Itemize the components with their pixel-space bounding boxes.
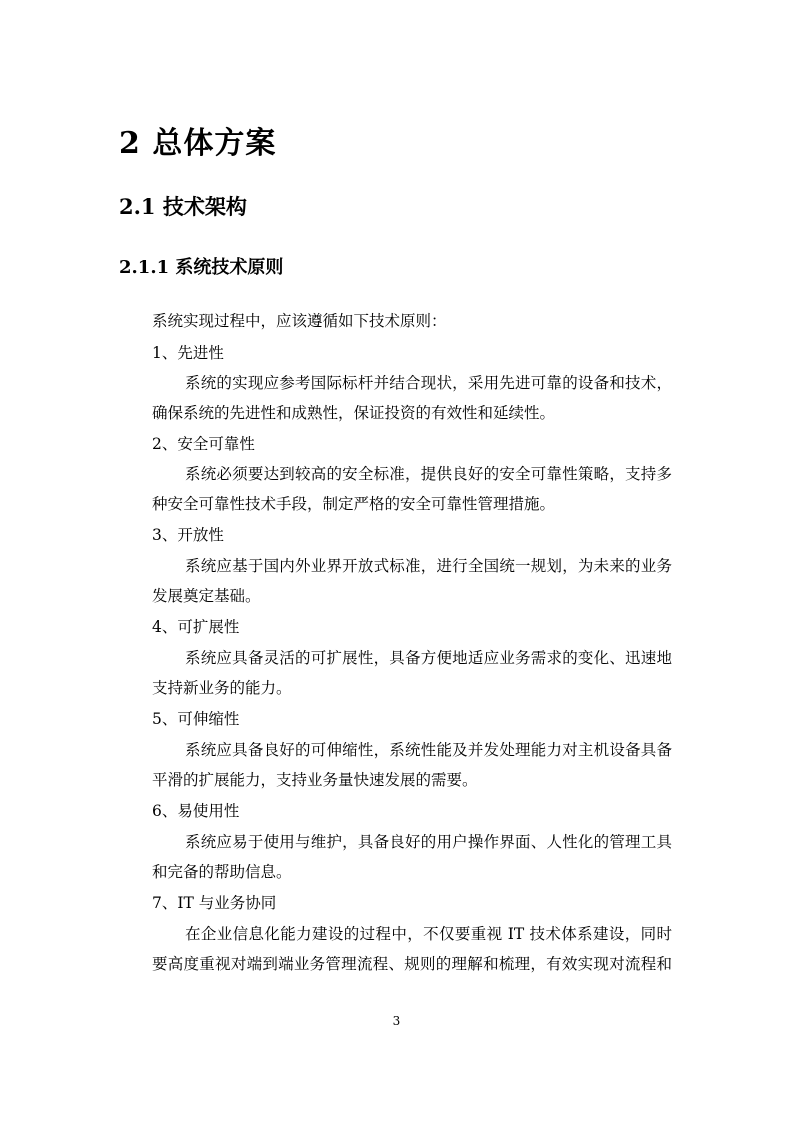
principle-title-line (0, 343, 793, 363)
principle-body-text: 系统的实现应参考国际标杆并结合现状，采用先进可靠的设备和技术， (185, 374, 672, 392)
principle-body-line (0, 954, 793, 974)
principle-title-line (0, 617, 793, 637)
intro-paragraph (0, 311, 793, 331)
page-number: 3 (392, 1014, 401, 1028)
section-heading: 2.1 技术架构 (119, 194, 247, 219)
principle-body-text: 种安全可靠性技术手段，制定严格的安全可靠性管理措施。 (152, 495, 556, 513)
chapter-heading: 2 总体方案 (119, 126, 277, 161)
principle-body-line (0, 494, 793, 514)
principle-body-line (0, 403, 793, 423)
principle-title: 1、先进性 (152, 344, 224, 362)
principle-title: 4、可扩展性 (152, 618, 240, 636)
principle-body-text: 支持新业务的能力。 (152, 679, 292, 697)
principle-body-line (0, 770, 793, 790)
principle-title-line (0, 801, 793, 821)
principle-body-text: 和完备的帮助信息。 (152, 863, 292, 881)
principle-title-line (0, 434, 793, 454)
subsection-heading: 2.1.1 系统技术原则 (119, 257, 284, 278)
principle-body-text: 确保系统的先进性和成熟性，保证投资的有效性和延续性。 (152, 404, 556, 422)
principle-body-line (0, 556, 793, 576)
principle-title: 7、IT 与业务协同 (152, 894, 277, 912)
principle-body-line (0, 678, 793, 698)
principle-body-text: 系统必须要达到较高的安全标准，提供良好的安全可靠性策略，支持多 (185, 465, 672, 483)
principle-body-line (0, 862, 793, 882)
principle-body-text: 系统应具备良好的可伸缩性，系统性能及并发处理能力对主机设备具备 (185, 741, 672, 759)
principle-title-line (0, 709, 793, 729)
principle-body-text: 系统应具备灵活的可扩展性，具备方便地适应业务需求的变化、迅速地 (185, 649, 672, 667)
principle-body-text: 系统应易于使用与维护，具备良好的用户操作界面、人性化的管理工具 (185, 833, 672, 851)
principle-body-line (0, 740, 793, 760)
principle-body-line (0, 586, 793, 606)
principle-body-text: 要高度重视对端到端业务管理流程、规则的理解和梳理，有效实现对流程和 (152, 955, 672, 973)
principle-title: 6、易使用性 (152, 802, 240, 820)
principle-body-line (0, 648, 793, 668)
principle-body-line (0, 373, 793, 393)
principle-body-text: 系统应基于国内外业界开放式标准，进行全国统一规划，为未来的业务 (185, 557, 672, 575)
principle-body-line (0, 924, 793, 944)
principle-body-line (0, 464, 793, 484)
principle-body-text: 在企业信息化能力建设的过程中，不仅要重视 IT 技术体系建设，同时 (185, 925, 672, 943)
principle-title-line (0, 893, 793, 913)
principle-title-line (0, 525, 793, 545)
principle-body-text: 发展奠定基础。 (152, 587, 261, 605)
principle-body-line (0, 832, 793, 852)
intro-text: 系统实现过程中，应该遵循如下技术原则： (152, 312, 447, 330)
principle-title: 3、开放性 (152, 526, 224, 544)
principle-title: 5、可伸缩性 (152, 710, 240, 728)
principle-body-text: 平滑的扩展能力，支持业务量快速发展的需要。 (152, 771, 478, 789)
principle-title: 2、安全可靠性 (152, 435, 255, 453)
